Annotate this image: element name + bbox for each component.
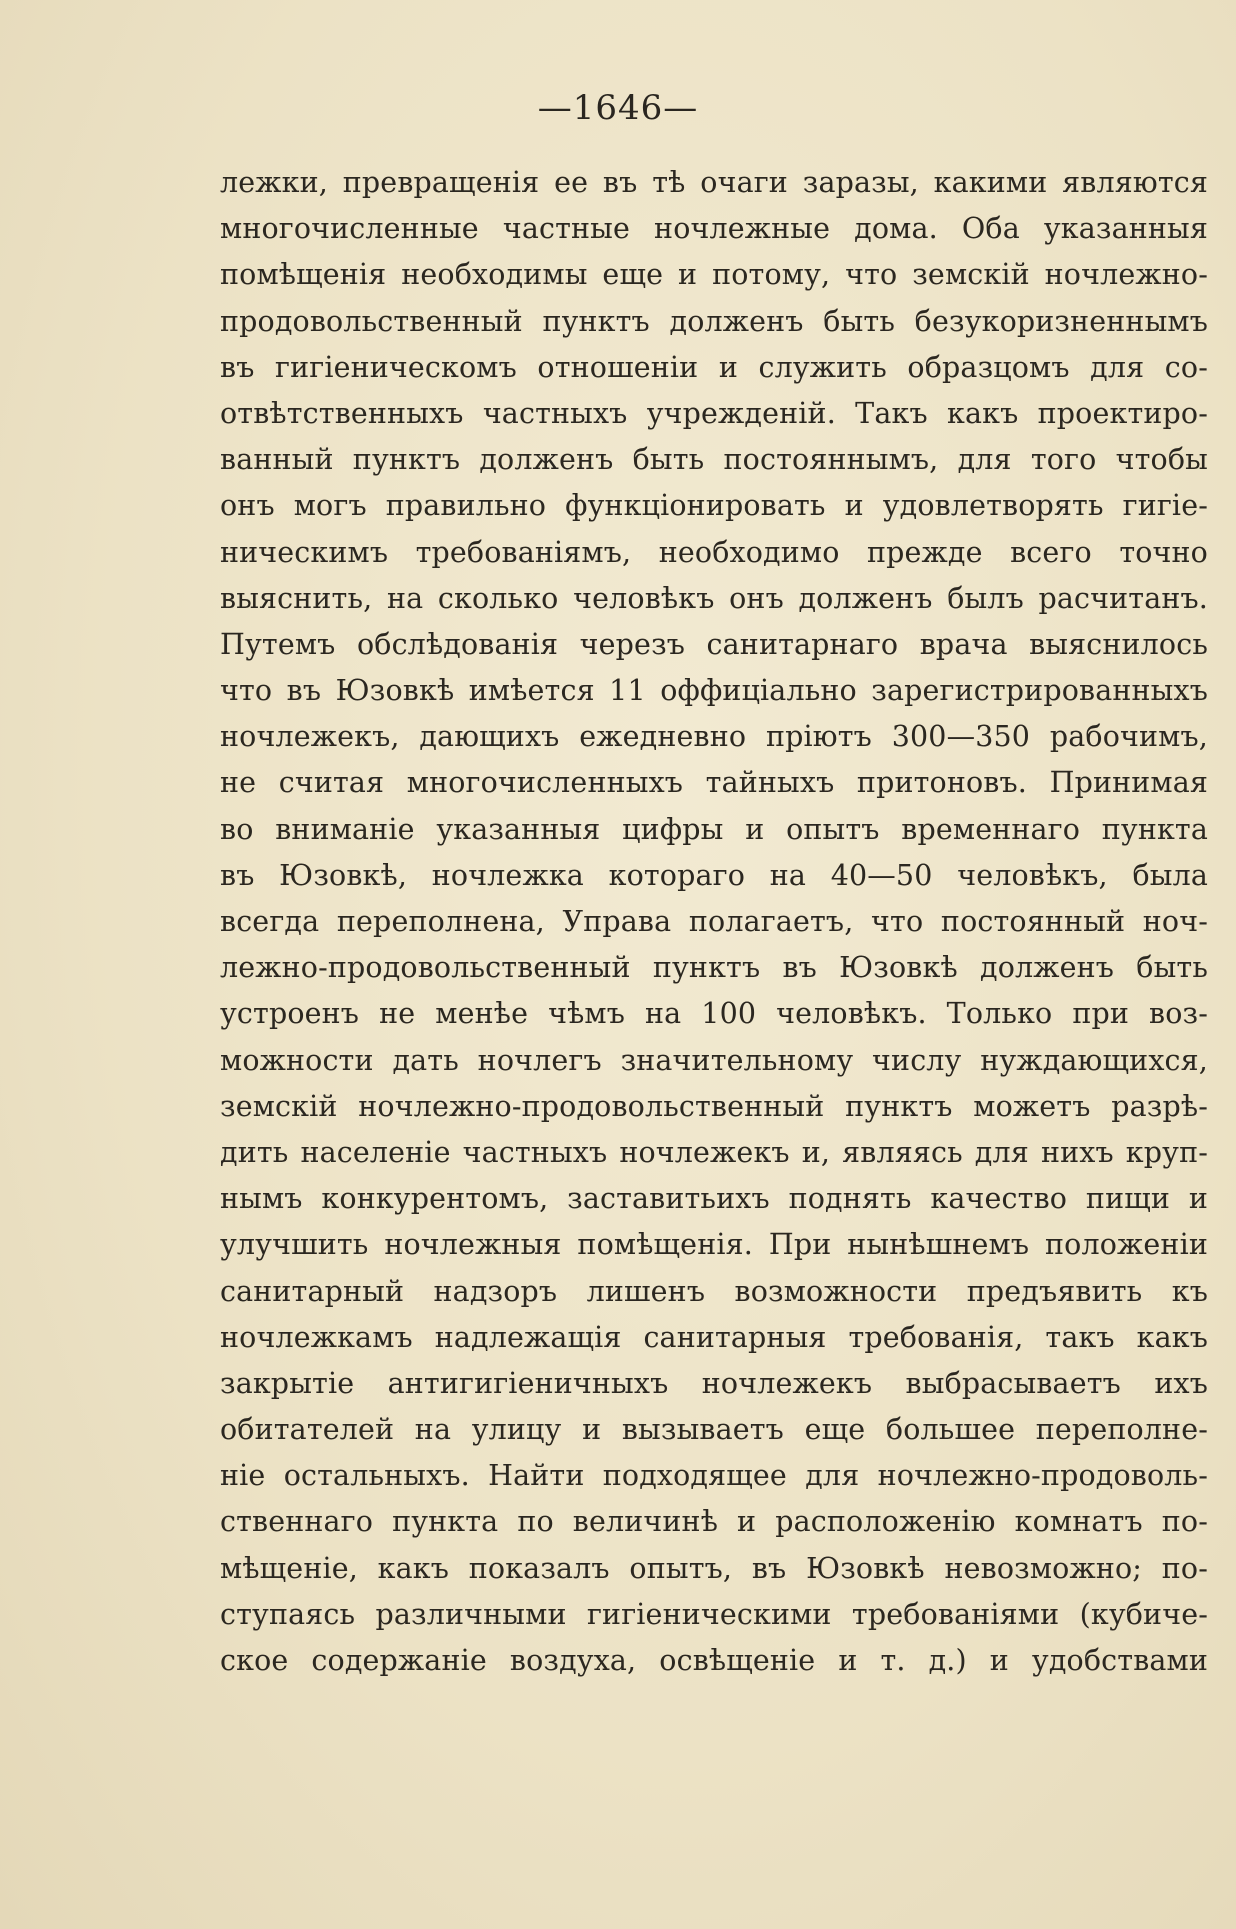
text-line: что въ Юзовкѣ имѣется 11 оффиціально зарегистрированныхъ [220,674,1208,708]
text-line: ственнаго пункта по величинѣ и расположенію комнатъ по- [220,1505,1208,1539]
text-line: въ Юзовкѣ, ночлежка котораго на 40—50 человѣкъ, была [220,858,1208,892]
text-line: отвѣтственныхъ частныхъ учрежденій. Такъ какъ проектиро- [220,396,1208,430]
text-line: устроенъ не менѣе чѣмъ на 100 человѣкъ. Только при воз- [220,997,1208,1031]
text-line: лежно-продовольственный пунктъ въ Юзовкѣ долженъ быть [220,951,1208,985]
text-line: продовольственный пунктъ долженъ быть безукоризненнымъ [220,304,1208,338]
text-line: выяснить, на сколько человѣкъ онъ долженъ былъ расчитанъ. [220,581,1208,615]
text-line: во вниманіе указанныя цифры и опытъ временнаго пункта [220,812,1208,846]
text-line: ночлежкамъ надлежащія санитарныя требованія, такъ какъ [220,1320,1208,1354]
body-text [220,160,1208,1684]
text-line: ское содержаніе воздуха, освѣщеніе и т. д.) и удобствами [220,1644,1208,1677]
text-line: земскій ночлежно-продовольственный пунктъ можетъ разрѣ- [220,1089,1208,1123]
text-line: улучшить ночлежныя помѣщенія. При нынѣшнемъ положеніи [220,1228,1208,1262]
text-line: обитателей на улицу и вызываетъ еще большее переполне- [220,1413,1208,1447]
text-line: ступаясь различными гигіеническими требованіями (кубиче- [220,1597,1208,1631]
text-line: ванный пунктъ долженъ быть постояннымъ, для того чтобы [220,443,1208,477]
page-number: —1646— [537,88,699,128]
text-line: помѣщенія необходимы еще и потому, что земскій ночлежно- [220,258,1208,292]
text-line: ночлежекъ, дающихъ ежедневно пріютъ 300—350 рабочимъ, [220,720,1208,754]
text-line: Путемъ обслѣдованія черезъ санитарнаго врача выяснилось [220,627,1208,661]
text-line: всегда переполнена, Управа полагаетъ, что постоянный ноч- [220,905,1208,938]
text-line: санитарный надзоръ лишенъ возможности предъявить къ [220,1274,1208,1308]
text-line: можности дать ночлегъ значительному числу нуждающихся, [220,1043,1208,1077]
text-line: мѣщеніе, какъ показалъ опытъ, въ Юзовкѣ невозможно; по- [220,1551,1208,1585]
text-line: лежки, превращенія ее въ тѣ очаги заразы, какими являются [220,166,1208,199]
text-line: онъ могъ правильно функціонировать и удовлетворять гигіе- [220,489,1208,523]
text-line: ническимъ требованіямъ, необходимо прежде всего точно [220,535,1208,569]
text-line: не считая многочисленныхъ тайныхъ притоновъ. Принимая [220,766,1208,800]
text-line: дить населеніе частныхъ ночлежекъ и, являясь для нихъ круп- [220,1135,1208,1169]
text-line: въ гигіеническомъ отношеніи и служить образцомъ для со- [220,350,1208,384]
text-line: многочисленные частные ночлежные дома. Оба указанныя [220,212,1208,246]
text-line: закрытіе антигигіеничныхъ ночлежекъ выбрасываетъ ихъ [220,1366,1208,1400]
text-line: ніе остальныхъ. Найти подходящее для ночлежно-продоволь- [220,1459,1208,1493]
text-line: нымъ конкурентомъ, заставитьихъ поднять качество пищи и [220,1182,1208,1216]
